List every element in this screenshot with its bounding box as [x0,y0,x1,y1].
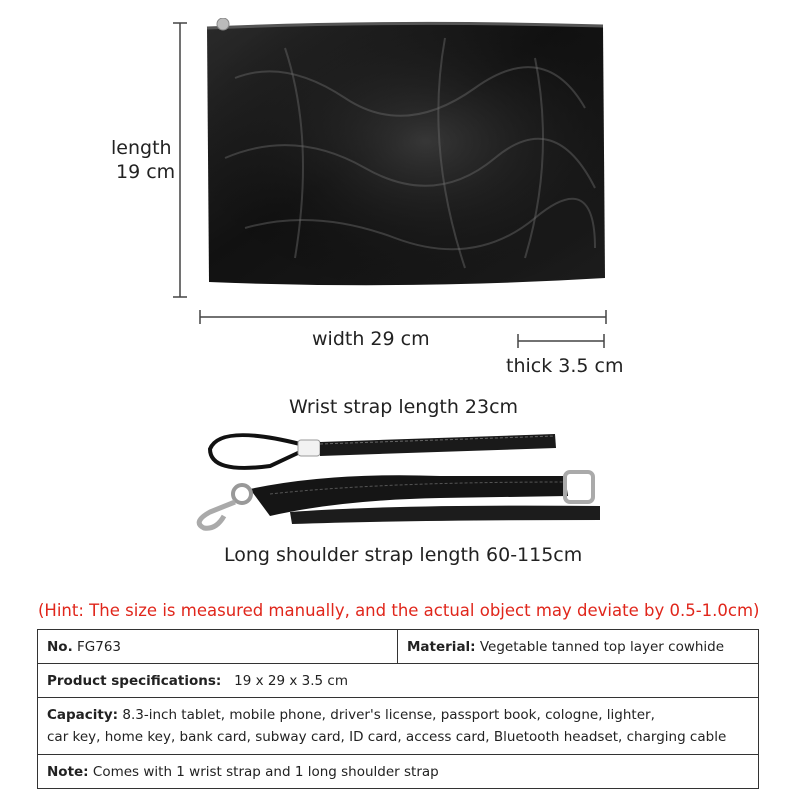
length-value: 19 cm [116,161,176,183]
width-dimension-line [198,308,608,326]
material-value: Vegetable tanned top layer cowhide [479,638,725,655]
spec-cell-capacity [38,698,759,755]
measurement-hint: (Hint: The size is measured manually, and the actual object may deviate by 0.5-1.0cm) [38,601,760,620]
spec-row-capacity [38,698,759,755]
spec-table [37,629,759,789]
capacity-label: Capacity: [47,707,119,723]
spec-cell-material [398,630,759,664]
note-value: Comes with 1 wrist strap and 1 long shoulder strap [92,763,439,780]
wrist-strap-caption: Wrist strap length 23cm [289,396,519,418]
spec-cell-product [38,664,759,698]
spec-row-note [38,755,759,789]
length-label: length [111,137,172,159]
number-label: No. [47,638,73,655]
number-value: FG763 [77,638,121,655]
straps-image [180,424,610,534]
spec-cell-number [38,630,398,664]
thick-label: thick 3.5 cm [506,355,624,377]
capacity-line-2: car key, home key, bank card, subway card, ID card, access card, Bluetooth headset, charging cable [47,729,727,745]
product-spec-value: 19 x 29 x 3.5 cm [234,672,348,689]
thick-dimension-line [516,332,606,350]
material-label: Material: [407,638,476,655]
spec-row-number-material [38,630,759,664]
note-label: Note: [47,763,89,780]
width-label: width 29 cm [312,328,430,350]
spec-cell-note [38,755,759,789]
clutch-bag-image [195,18,615,298]
product-spec-label: Product specifications: [47,672,222,689]
spec-row-product [38,664,759,698]
length-dimension-line [170,22,190,298]
capacity-line-1: 8.3-inch tablet, mobile phone, driver's license, passport book, cologne, lighter, [122,707,655,723]
shoulder-strap-caption: Long shoulder strap length 60-115cm [224,544,583,566]
